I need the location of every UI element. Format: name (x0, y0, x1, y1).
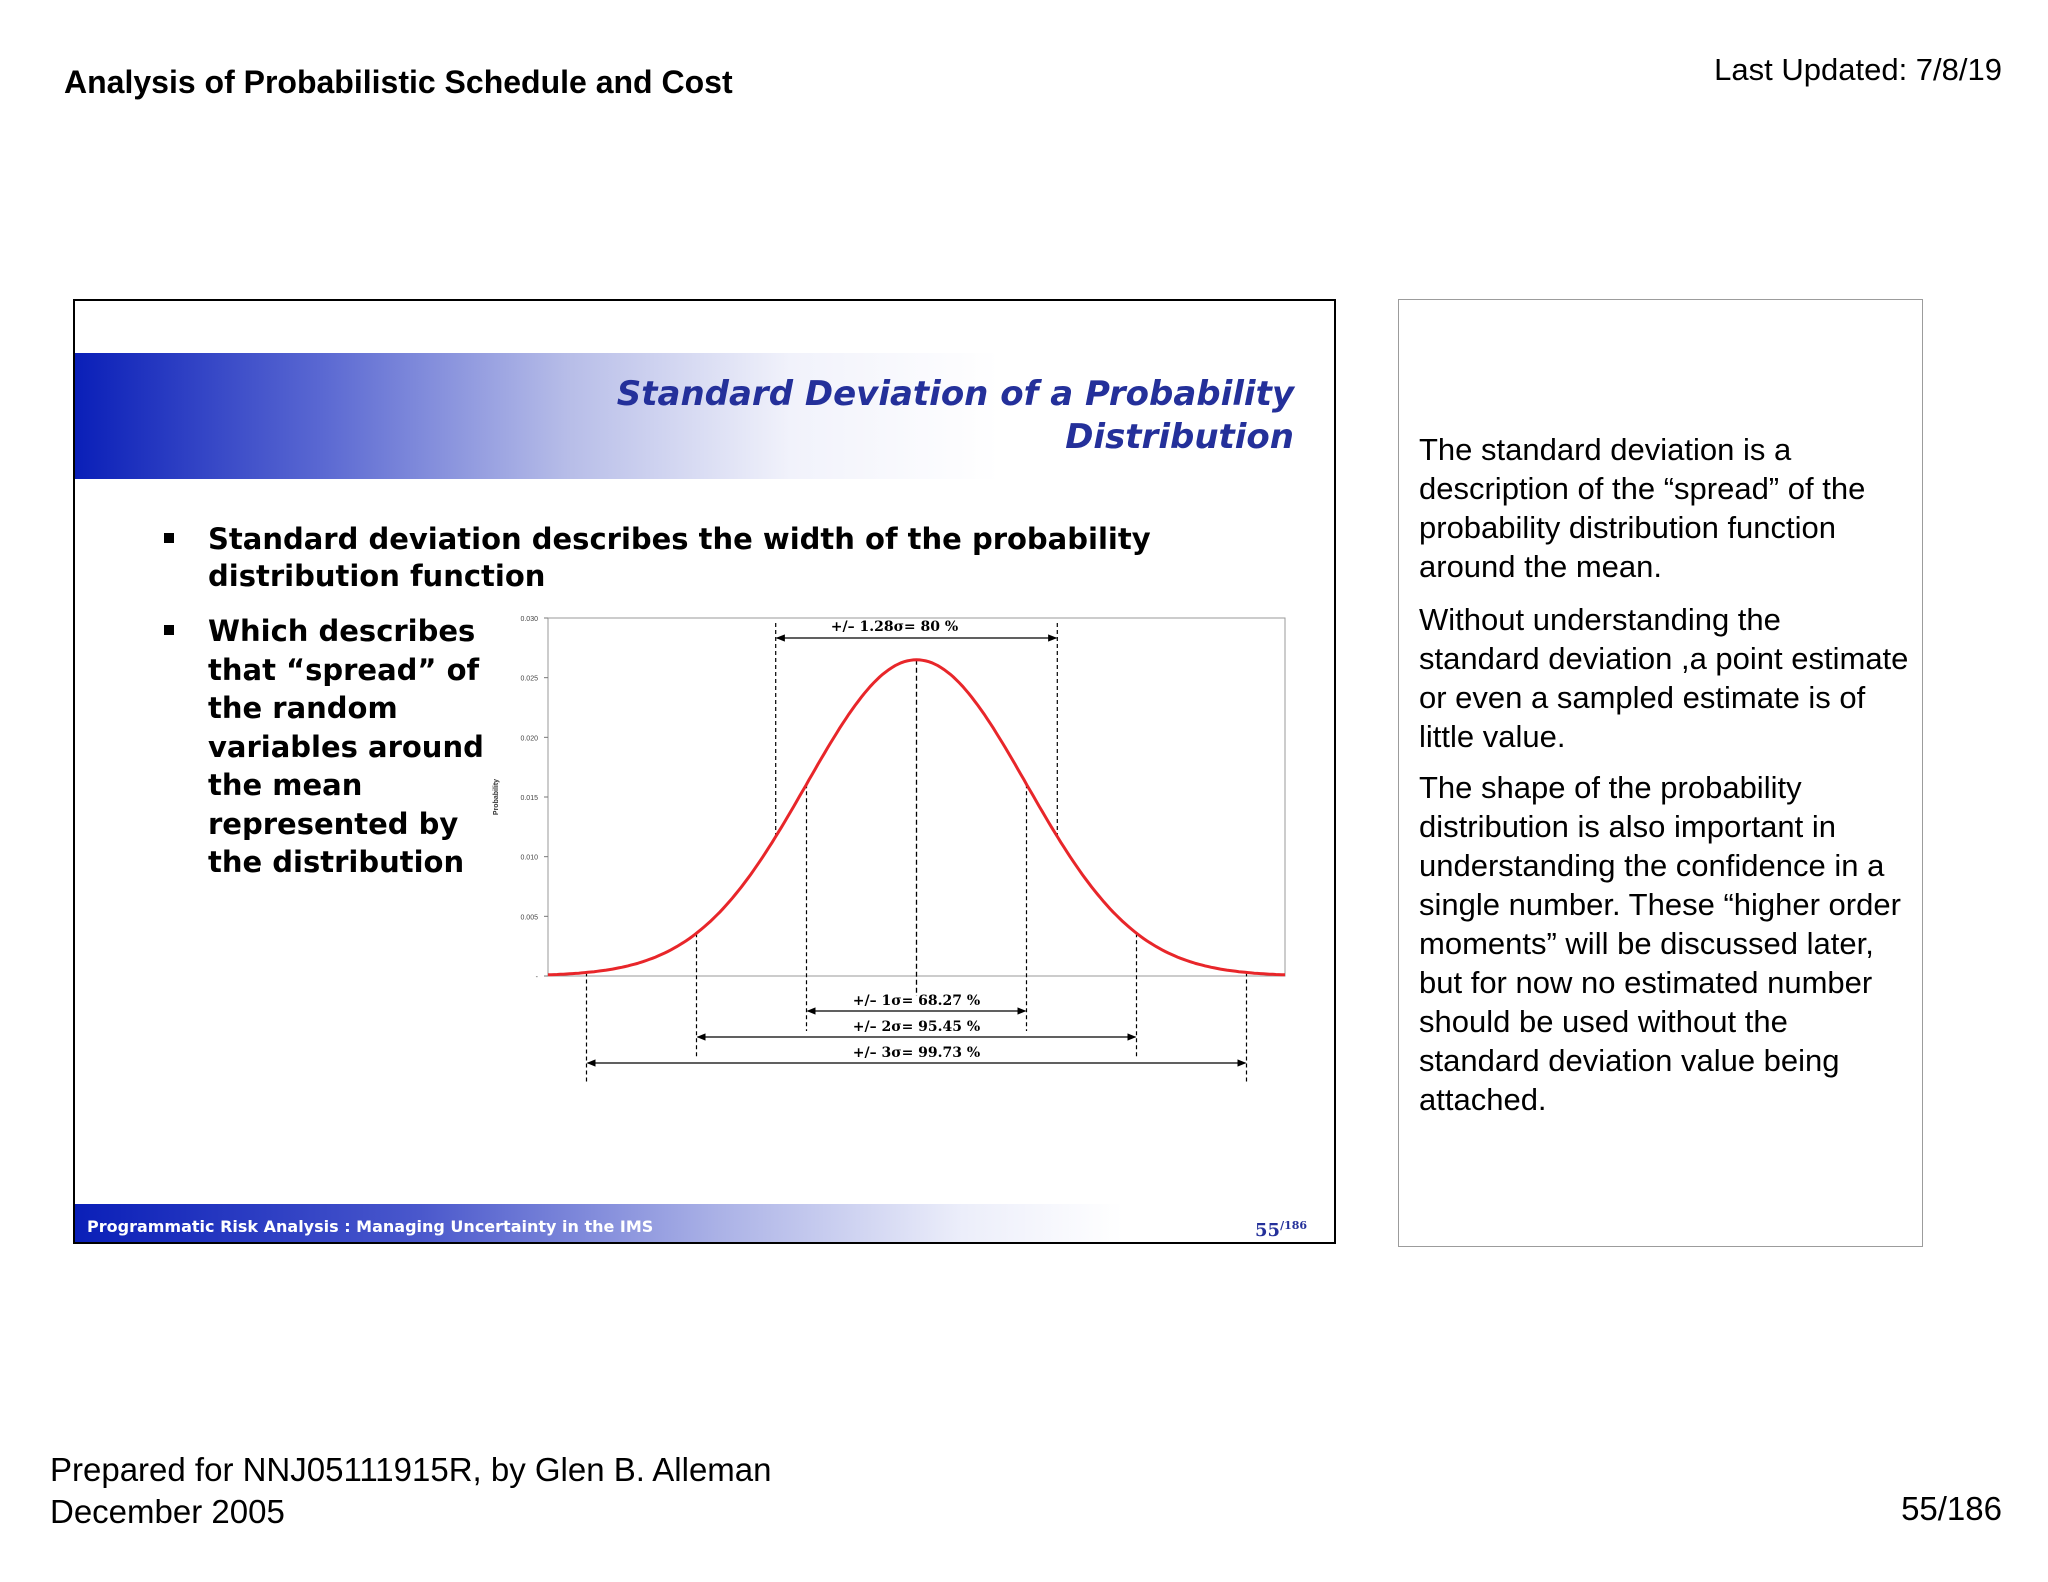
notes-panel (1398, 299, 1923, 1247)
sigma-range-label: +/– 1.28σ= 80 % (830, 619, 959, 635)
y-tick-label: 0.015 (520, 795, 538, 802)
y-tick-label: 0.010 (520, 854, 538, 862)
bullet-item: Standard deviation describes the width of the probability distribution function (208, 522, 1151, 593)
slide-frame (73, 299, 1336, 1244)
y-tick-label: 0.020 (520, 735, 538, 743)
page-number: 55/186 (1901, 1490, 2002, 1527)
slide-page-number (1255, 1219, 1307, 1241)
sigma-range-label: +/– 3σ= 99.73 % (852, 1045, 981, 1061)
y-tick-label: 0.030 (520, 616, 538, 623)
slide-footer-text: Programmatic Risk Analysis : Managing Uncertainty in the IMS (87, 1217, 654, 1236)
prepared-by-block (50, 1449, 772, 1533)
slide-page-current: 55 (1255, 1220, 1281, 1241)
y-tick-label: 0.025 (520, 675, 538, 683)
normal-distribution-chart (75, 301, 1334, 1242)
y-tick-label: 0.005 (520, 914, 538, 922)
note-paragraph: The standard deviation is a description of the “spread” of the probability distribution function around the mean. (1419, 432, 1866, 584)
prepared-by: Prepared for NNJ05111915R, by Glen B. Alleman (50, 1451, 772, 1488)
last-updated-date: Last Updated: 7/8/19 (1714, 52, 2002, 87)
bullet-item: Which describes that “spread” of the random variables around the mean represented by the distribution (208, 614, 484, 879)
document-date: December 2005 (50, 1493, 285, 1530)
note-paragraph: The shape of the probability distribution is also important in understanding the confidence in a single number. These “higher order moments” will be discussed later, but for now no estimated number should be used without the standard deviation value being attached. (1419, 770, 1901, 1117)
slide-title: Standard Deviation of a Probability Distribution (616, 374, 1294, 457)
y-tick-label: - (535, 974, 538, 981)
slide-page-total: /186 (1280, 1219, 1308, 1232)
sigma-range-label: +/– 2σ= 95.45 % (852, 1019, 981, 1035)
sigma-range-label: +/– 1σ= 68.27 % (852, 993, 981, 1009)
y-axis-label: Probability (493, 778, 500, 816)
document-title: Analysis of Probabilistic Schedule and Cost (64, 64, 733, 100)
note-paragraph: Without understanding the standard deviation ,a point estimate or even a sampled estimate is of little value. (1419, 602, 1909, 754)
